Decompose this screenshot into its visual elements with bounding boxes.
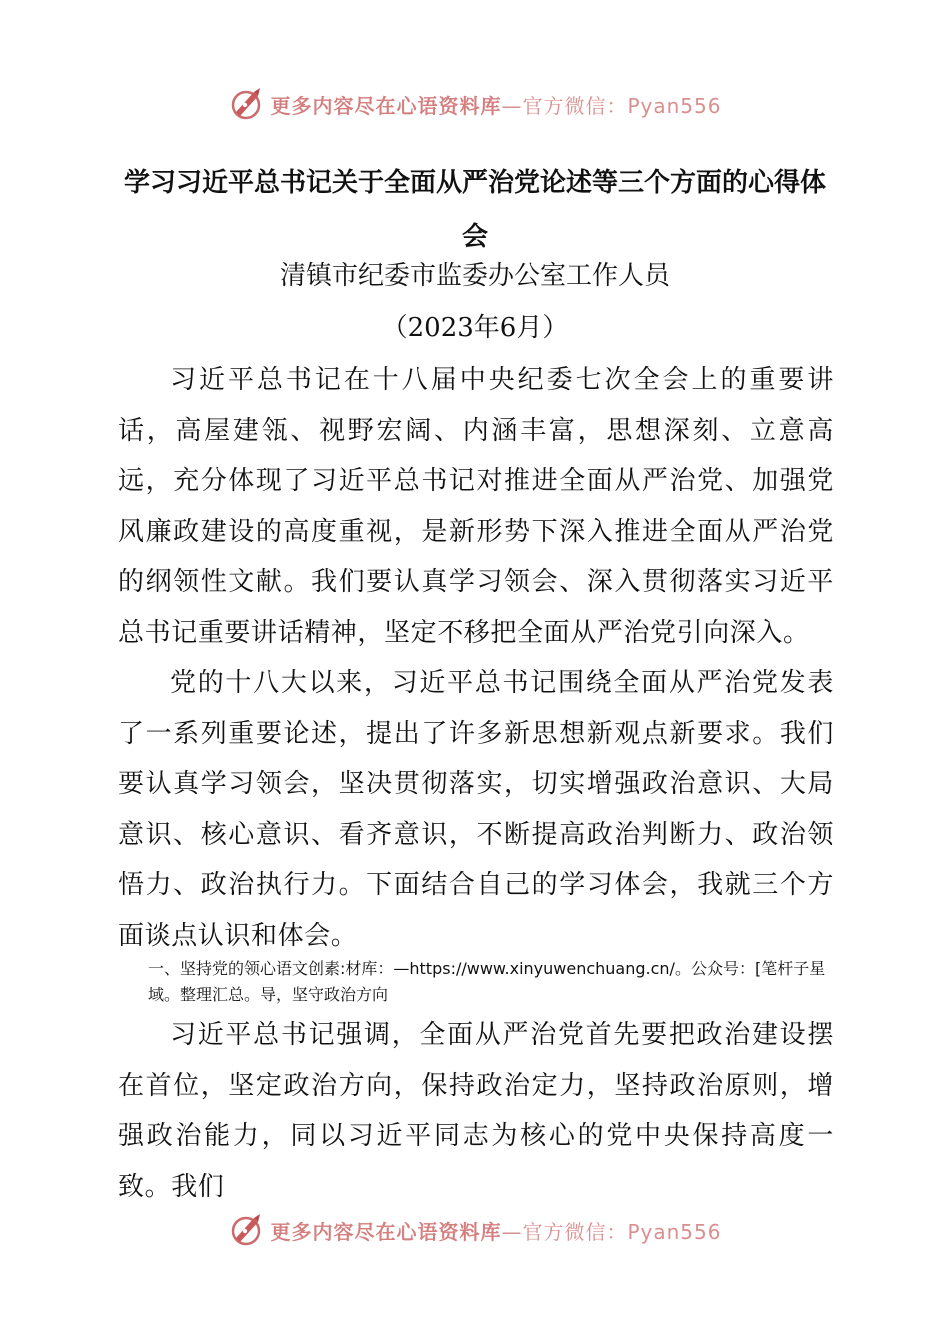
document-author: 清镇市纪委市监委办公室工作人员 — [279, 261, 670, 291]
watermark-brand: 更多内容尽在心语资料库 — [270, 1219, 502, 1244]
watermark-separator: — — [501, 1219, 523, 1244]
document-title: 学习习近平总书记关于全面从严治党论述等三个方面的心得体会 — [123, 168, 826, 252]
pen-nib-circle-icon — [228, 1212, 264, 1248]
body-paragraph-1: 习近平总书记在十八届中央纪委七次全会上的重要讲话，高屋建瓴、视野宏阔、内涵丰富，思想深刻、立意高远，充分体现了习近平总书记对推进全面从严治党、加强党风廉政建设的高度重视，是新形势下深入推进全面从严治党的纲领性文献。我们要认真学习领会、深入贯彻落实习近平总书记重要讲话精神，坚定不移把全面从严治党引向深入。 — [118, 365, 834, 648]
watermark-contact: 官方微信：Pyan556 — [522, 93, 722, 118]
watermark-text — [270, 1216, 721, 1245]
watermark-header — [0, 84, 950, 124]
watermark-footer — [0, 1210, 950, 1250]
section-heading: 一、坚持党的领心语文创素:材库：—https://www.xinyuwenchuang.cn/。公众号：[笔杆子星域。整理汇总。导，坚守政治方向 — [148, 959, 826, 1004]
watermark-brand: 更多内容尽在心语资料库 — [270, 93, 502, 118]
body-paragraph-3: 习近平总书记强调，全面从严治党首先要把政治建设摆在首位，坚定政治方向，保持政治定力，坚持政治原则，增强政治能力，同以习近平同志为核心的党中央保持高度一致。我们 — [118, 1020, 834, 1202]
body-paragraph-2: 党的十八大以来，习近平总书记围绕全面从严治党发表了一系列重要论述，提出了许多新思想新观点新要求。我们要认真学习领会，坚决贯彻落实，切实增强政治意识、大局意识、核心意识、看齐意识，不断提高政治判断力、政治领悟力、政治执行力。下面结合自己的学习体会，我就三个方面谈点认识和体会。 — [118, 668, 834, 951]
watermark-text — [270, 90, 721, 119]
pen-nib-circle-icon — [228, 86, 264, 122]
watermark-separator: — — [501, 93, 523, 118]
watermark-contact: 官方微信：Pyan556 — [522, 1219, 722, 1244]
document-date: （2023年6月） — [381, 313, 569, 343]
